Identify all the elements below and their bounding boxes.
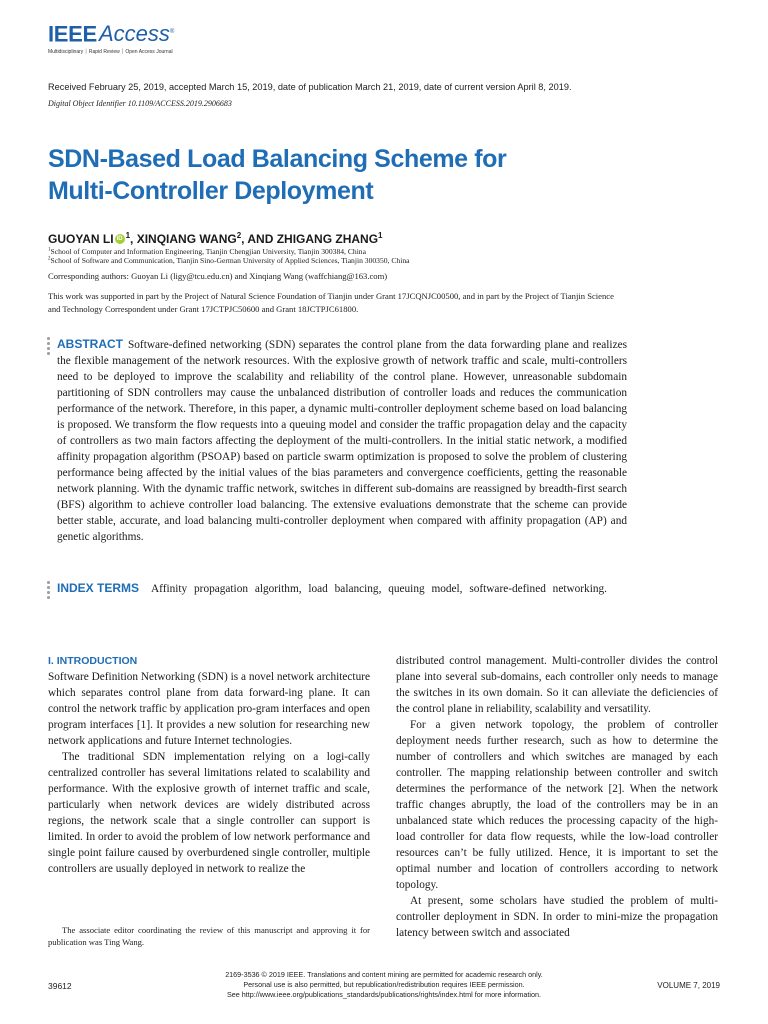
author-3-affil: 1 [378, 231, 383, 240]
affiliation-2 [48, 256, 410, 265]
title-line-2: Multi-Controller Deployment [48, 177, 374, 205]
index-terms-marker-icon [47, 581, 51, 601]
intro-paragraph-4: For a given network topology, the problem of controller deployment needs further research, such as how to determine the number of controllers and which switches are managed by each controller. The mapping relationship between controller and switch determines the performance of the network [2]. When the network traffic changes abruptly, the load of the controllers may be in an unbalanced state which reduces the processing capacity of the high-load controller for data flow requests, while the low-load controller resources can’t be fully utilized. Hence, it is important to set the optimal number and location of controllers according to network topology. [396, 719, 718, 891]
intro-paragraph-5: At present, some scholars have studied the problem of multi-controller deployment in SDN. In order to mini-mize the propagation latency between switch and associated [396, 895, 718, 939]
title-line-1: SDN-Based Load Balancing Scheme for [48, 145, 507, 173]
logo-trademark: ® [169, 29, 175, 35]
abstract-text: Software-defined networking (SDN) separates the control plane from the data forwarding plane and realizes the flexible management of the network resources. With the explosive growth of network traffic and scale, multi-controllers need to be deployed to improve the scalability and reliability of the control plane. However, unreasonable subdomain partitioning of SDN controllers may cause the unbalanced distribution of controller loads and reduces the communication performance of the network. Therefore, in this paper, a dynamic multi-controller deployment scheme based on load balancing is proposed. We transform the flow requests into a queuing model and consider the traffic propagation delay and the capacity of controllers as two main factors affecting the deployment of the multi-controllers. In the initial static network, a modified affinity propagation algorithm (PSOAP) based on particle swarm optimization is proposed to solve the problem of clustering performance being affected by the initial values of the bias parameters and convergence coefficients, getting the reasonable network planning. With the dynamic traffic network, switches in different sub-domains are reassigned by breadth-first search (BFS) algorithm to achieve controller load balancing. The extensive evaluations demonstrate that the scheme can provide better stable, accurate, and load balancing multi-controller deployment when compared with affinity propagation (AP) and genetic algorithms. [57, 339, 627, 543]
copyright-notice [160, 970, 608, 1000]
abstract-label: ABSTRACT [57, 337, 123, 351]
index-terms-label: INDEX TERMS [57, 581, 140, 595]
affiliation-1-num: 1 [48, 247, 51, 253]
copyright-line-1: 2169-3536 © 2019 IEEE. Translations and content mining are permitted for academic research only. [225, 970, 543, 979]
orcid-icon[interactable]: iD [116, 236, 123, 242]
editor-footnote-text: The associate editor coordinating the review of this manuscript and approving it for publication was Ting Wang. [48, 925, 370, 947]
author-1: GUOYAN LI [48, 232, 114, 246]
copyright-line-3[interactable]: See http://www.ieee.org/publications_standards/publications/rights/index.html for more information. [226, 990, 542, 999]
copyright-line-2: Personal use is also permitted, but republication/redistribution requires IEEE permission. [243, 980, 525, 989]
author-1-affil: 1 [125, 231, 131, 240]
intro-paragraph-3: distributed control management. Multi-controller divides the control plane into several sub-domains, each controller only needs to manage the switches in its own domain. So it can alleviate the deficiencies of the control plane in reliability, scalability and versatility. [396, 655, 718, 715]
body-column-right [396, 653, 718, 941]
author-3: , AND ZHIGANG ZHANG [241, 232, 379, 246]
index-terms [57, 580, 627, 597]
corresponding-authors: Corresponding authors: Guoyan Li (ligy@tcu.edu.cn) and Xinqiang Wang (waffchiang@163.com) [48, 271, 388, 281]
affiliation-1 [48, 247, 366, 256]
page-number: 39612 [48, 981, 72, 991]
paper-title [48, 143, 608, 207]
logo-ieee: IEEE [48, 21, 97, 47]
doi[interactable]: Digital Object Identifier 10.1109/ACCESS.2019.2906683 [48, 99, 232, 108]
index-terms-text: Affinity propagation algorithm, load balancing, queuing model, software-defined networking. [151, 583, 607, 595]
funding-statement: This work was supported in part by the Project of Natural Science Foundation of Tianjin under Grant 17JCQNJC00500, and in part by the Project of Tianjin Science and Technology Correspondent under Grant 17JCTPJC50600 and Grant 18JCTPJC61800. [48, 291, 614, 314]
editor-footnote [48, 924, 370, 948]
logo-tagline: Multidisciplinary ⏐ Rapid Review ⏐ Open Access Journal [48, 49, 173, 56]
abstract-marker-icon [47, 337, 51, 357]
affiliation-2-text: School of Software and Communication, Tianjin Sino-German University of Applied Sciences, Tianjin 300350, China [50, 256, 410, 265]
section-heading-introduction: I. INTRODUCTION [48, 655, 138, 667]
received-dates: Received February 25, 2019, accepted March 15, 2019, date of publication March 21, 2019, date of current version April 8, 2019. [48, 82, 572, 92]
author-2-affil: 2 [236, 231, 242, 240]
intro-paragraph-2: The traditional SDN implementation relying on a logi-cally centralized controller has several limitations related to scalability and performance. With the explosive growth of internet traffic and scale, particularly when network devices are widely distributed across regions, the network scale that a single controller can support is limited. In order to avoid the problem of low network performance and single point failure caused by overburdened single controller, multiple controllers are usually deployed in network to realize the [48, 751, 370, 875]
volume-label: VOLUME 7, 2019 [657, 981, 720, 990]
affiliation-2-num: 2 [48, 256, 51, 262]
abstract [57, 336, 627, 545]
intro-paragraph-1: Software Definition Networking (SDN) is a novel network architecture which separates control plane from data forward-ing plane. It can control the network traffic by application pro-gram interfaces and open program interfaces [1]. It provides a new solution for researching new network applications and future Internet technologies. [48, 671, 370, 747]
author-list [48, 231, 383, 246]
affiliation-1-text: School of Computer and Information Engineering, Tianjin Chengjian University, Tianjin 300384, China [50, 247, 366, 256]
author-2: , XINQIANG WANG [130, 232, 237, 246]
journal-logo [48, 20, 174, 55]
logo-access: Access [98, 21, 170, 47]
body-column-left [48, 653, 370, 877]
